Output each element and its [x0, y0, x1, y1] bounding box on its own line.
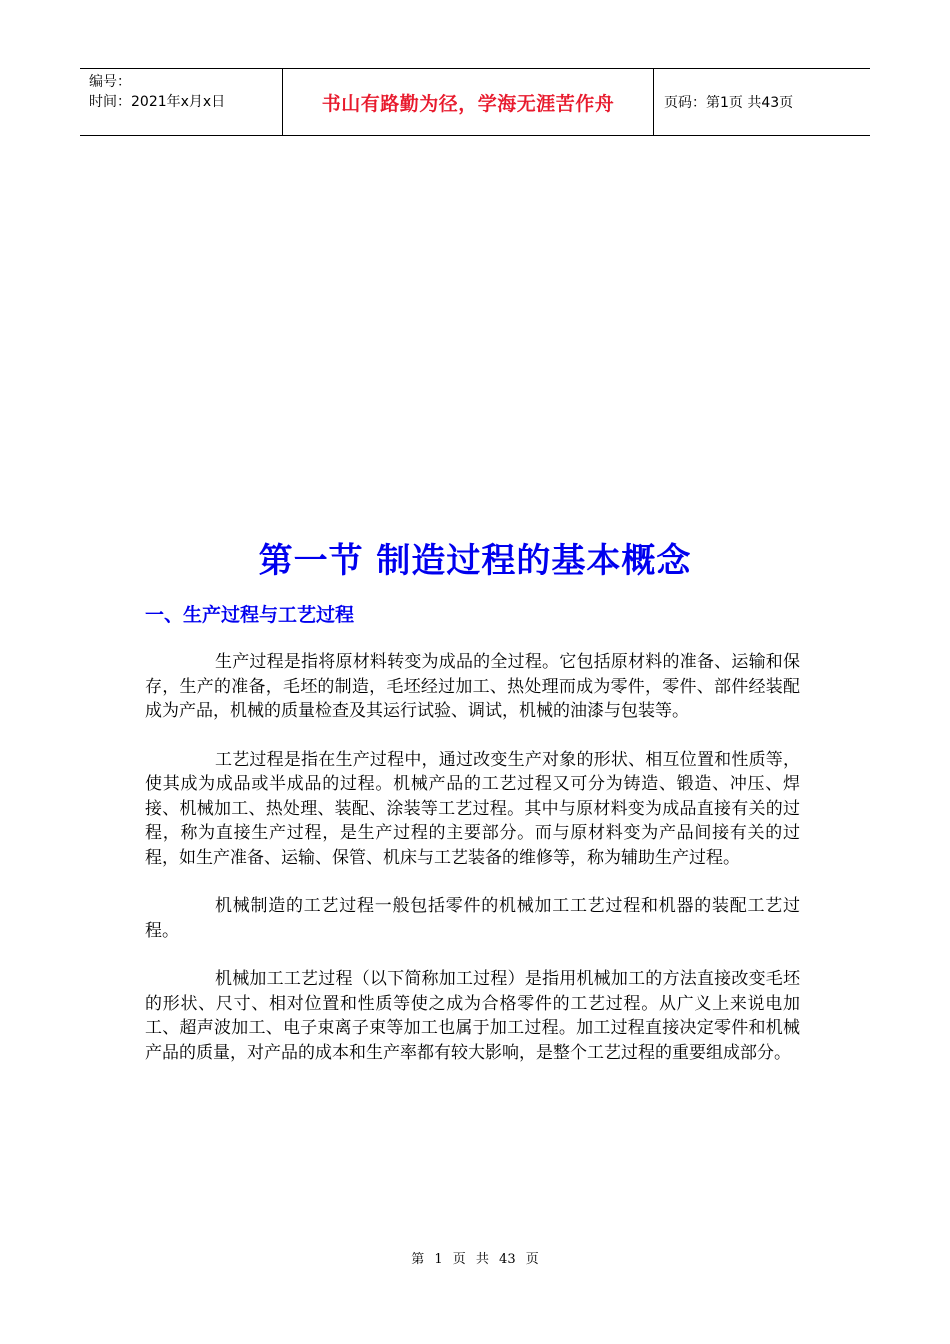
paragraph-1: 生产过程是指将原材料转变为成品的全过程。它包括原材料的准备、运输和保存，生产的准备，毛坯的制造，毛坯经过加工、热处理而成为零件，零件、部件经装配成为产品，机械的质量检查及其运行试验、调试，机械的油漆与包装等。: [145, 652, 800, 721]
header-page-code: 页码：第1页 共43页: [664, 95, 794, 111]
header-meta-cell: [80, 69, 282, 135]
body-text: [145, 650, 800, 1089]
date-label: 时间：2021年x月x日: [89, 94, 226, 110]
motto-text: 书山有路勤为径，学海无涯苦作舟: [321, 92, 615, 115]
paragraph-4: 机械加工工艺过程（以下简称加工过程）是指用机械加工的方法直接改变毛坯的形状、尺寸、相对位置和性质等使之成为合格零件的工艺过程。从广义上来说电加工、超声波加工、电子束离子束等加工也属于加工过程。加工过程直接决定零件和机械产品的质量，对产品的成本和生产率都有较大影响，是整个工艺过程的重要组成部分。: [145, 969, 800, 1063]
page-footer: 第 1 页 共 43 页: [411, 1252, 539, 1267]
header-motto-cell: [282, 69, 654, 135]
subheading: 一、生产过程与工艺过程: [145, 604, 355, 626]
paragraph-2: 工艺过程是指在生产过程中，通过改变生产对象的形状、相互位置和性质等，使其成为成品或半成品的过程。机械产品的工艺过程又可分为铸造、锻造、冲压、焊接、机械加工、热处理、装配、涂装等工艺过程。其中与原材料变为成品直接有关的过程，称为直接生产过程，是生产过程的主要部分。而与原材料变为产品间接有关的过程，如生产准备、运输、保管、机床与工艺装备的维修等，称为辅助生产过程。: [145, 749, 800, 868]
section-title: 第一节 制造过程的基本概念: [258, 541, 692, 581]
paragraph-3: 机械制造的工艺过程一般包括零件的机械加工工艺过程和机器的装配工艺过程。: [145, 896, 800, 941]
header-page-cell: [654, 69, 870, 135]
serial-number-label: 编号：: [89, 74, 131, 90]
document-header: [80, 68, 870, 136]
